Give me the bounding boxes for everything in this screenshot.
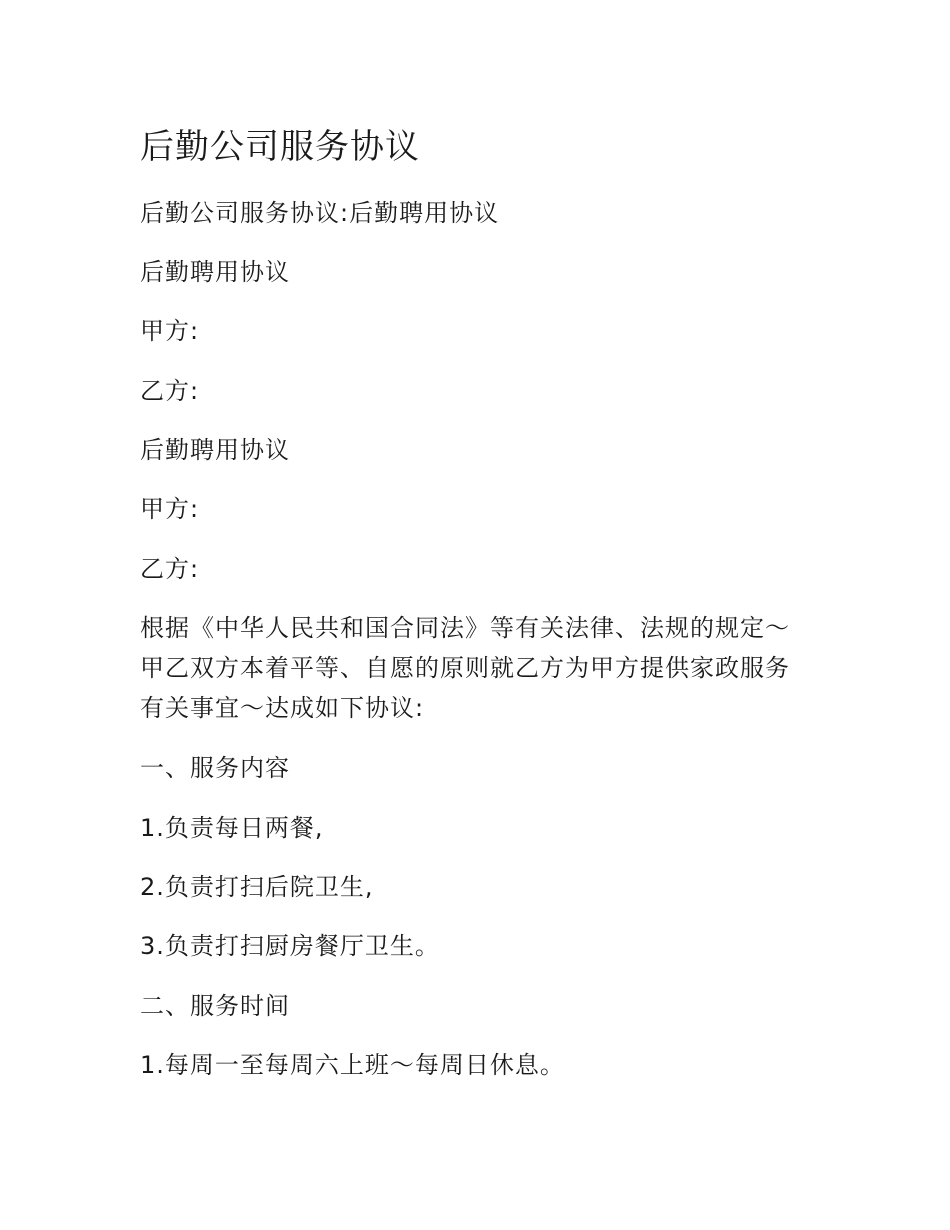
list-item: 1.每周一至每周六上班～每周日休息。 (140, 1051, 565, 1079)
party-a-label: 甲方: (140, 495, 200, 523)
party-b-label: 乙方: (140, 377, 200, 405)
section-heading: 二、服务时间 (140, 992, 290, 1020)
document-subtitle: 后勤公司服务协议:后勤聘用协议 (140, 199, 500, 227)
section-heading: 一、服务内容 (140, 754, 290, 782)
agreement-heading: 后勤聘用协议 (140, 436, 290, 464)
list-item: 1.负责每日两餐, (140, 814, 324, 842)
list-item: 2.负责打扫后院卫生, (140, 873, 374, 901)
document-title: 后勤公司服务协议 (140, 127, 420, 167)
party-b-label: 乙方: (140, 555, 200, 583)
intro-paragraph: 根据《中华人民共和国合同法》等有关法律、法规的规定～甲乙双方本着平等、自愿的原则就乙方为甲方提供家政服务有关事宜～达成如下协议: (140, 614, 790, 722)
party-a-label: 甲方: (140, 317, 200, 345)
agreement-heading: 后勤聘用协议 (140, 258, 290, 286)
list-item: 3.负责打扫厨房餐厅卫生。 (140, 932, 440, 960)
